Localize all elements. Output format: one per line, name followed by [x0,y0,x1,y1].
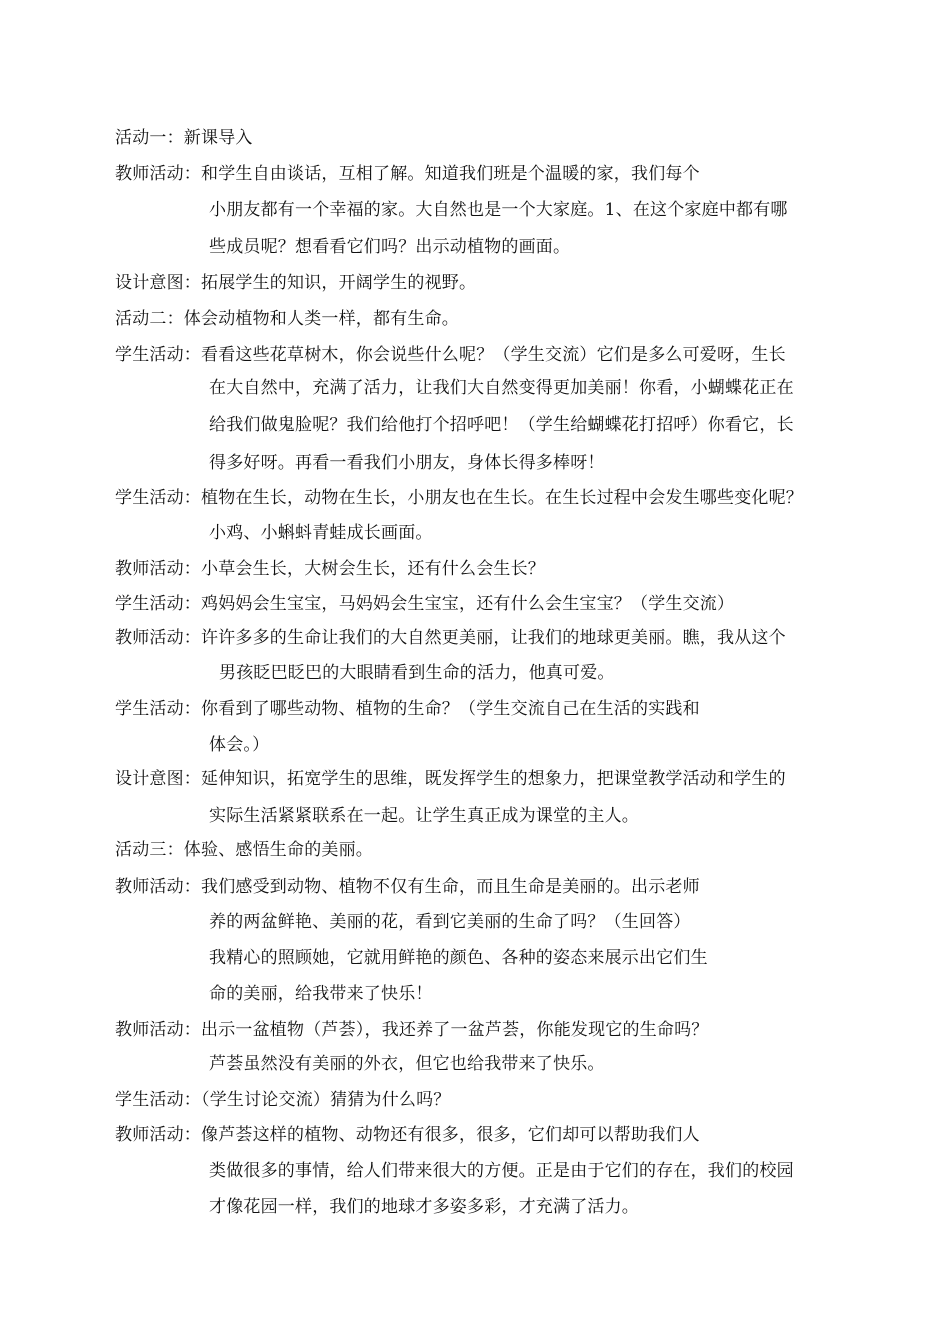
paragraph-line: 学生活动：鸡妈妈会生宝宝，马妈妈会生宝宝，还有什么会生宝宝？（学生交流） [115,594,735,614]
paragraph-line: 养的两盆鲜艳、美丽的花，看到它美丽的生命了吗？（生回答） [209,912,691,932]
paragraph-line: 教师活动：我们感受到动物、植物不仅有生命，而且生命是美丽的。出示老师 [115,877,700,897]
paragraph-line: 教师活动：小草会生长，大树会生长，还有什么会生长？ [115,559,545,579]
paragraph-line: 学生活动：你看到了哪些动物、植物的生命？（学生交流自己在生活的实践和 [115,699,700,719]
paragraph-line: 体会。） [209,735,270,755]
paragraph-line: 教师活动：和学生自由谈话，互相了解。知道我们班是个温暖的家，我们每个 [115,164,700,184]
paragraph-line: 教师活动：许许多多的生命让我们的大自然更美丽，让我们的地球更美丽。瞧，我从这个 [115,628,786,648]
paragraph-line: 在大自然中，充满了活力，让我们大自然变得更加美丽！你看，小蝴蝶花正在 [209,378,794,398]
paragraph-line: 才像花园一样，我们的地球才多姿多彩，才充满了活力。 [209,1197,639,1217]
paragraph-line: 教师活动：像芦荟这样的植物、动物还有很多，很多，它们却可以帮助我们人 [115,1125,700,1145]
paragraph-line: 小鸡、小蝌蚪青蛙成长画面。 [209,523,433,543]
paragraph-line: 类做很多的事情，给人们带来很大的方便。正是由于它们的存在，我们的校园 [209,1161,794,1181]
section-heading-activity-2: 活动二：体会动植物和人类一样，都有生命。 [115,309,459,329]
paragraph-line: 学生活动：（学生讨论交流）猜猜为什么吗？ [115,1090,451,1110]
paragraph-line: 实际生活紧紧联系在一起。让学生真正成为课堂的主人。 [209,806,639,826]
section-heading-activity-3: 活动三：体验、感悟生命的美丽。 [115,840,373,860]
paragraph-line: 学生活动：看看这些花草树木，你会说些什么呢？（学生交流）它们是多么可爱呀，生长 [115,345,786,365]
paragraph-line: 命的美丽，给我带来了快乐！ [209,984,433,1004]
paragraph-line: 男孩眨巴眨巴的大眼睛看到生命的活力，他真可爱。 [219,663,615,683]
paragraph-line: 设计意图：延伸知识，拓宽学生的思维，既发挥学生的想象力，把课堂教学活动和学生的 [115,769,786,789]
paragraph-line: 教师活动：出示一盆植物（芦荟），我还养了一盆芦荟，你能发现它的生命吗？ [115,1020,709,1040]
paragraph-line: 我精心的照顾她，它就用鲜艳的颜色、各种的姿态来展示出它们生 [209,948,708,968]
paragraph-line: 给我们做鬼脸呢？我们给他打个招呼吧！（学生给蝴蝶花打招呼）你看它，长 [209,415,794,435]
paragraph-line: 芦荟虽然没有美丽的外衣，但它也给我带来了快乐。 [209,1054,605,1074]
paragraph-line: 得多好呀。再看一看我们小朋友，身体长得多棒呀！ [209,453,605,473]
section-heading-activity-1: 活动一：新课导入 [115,128,253,148]
paragraph-line: 小朋友都有一个幸福的家。大自然也是一个大家庭。1、在这个家庭中都有哪 [209,200,788,220]
paragraph-line: 些成员呢？想看看它们吗？出示动植物的画面。 [209,237,571,257]
paragraph-line: 设计意图：拓展学生的知识，开阔学生的视野。 [115,273,477,293]
paragraph-line: 学生活动：植物在生长，动物在生长，小朋友也在生长。在生长过程中会发生哪些变化呢？ [115,488,803,508]
